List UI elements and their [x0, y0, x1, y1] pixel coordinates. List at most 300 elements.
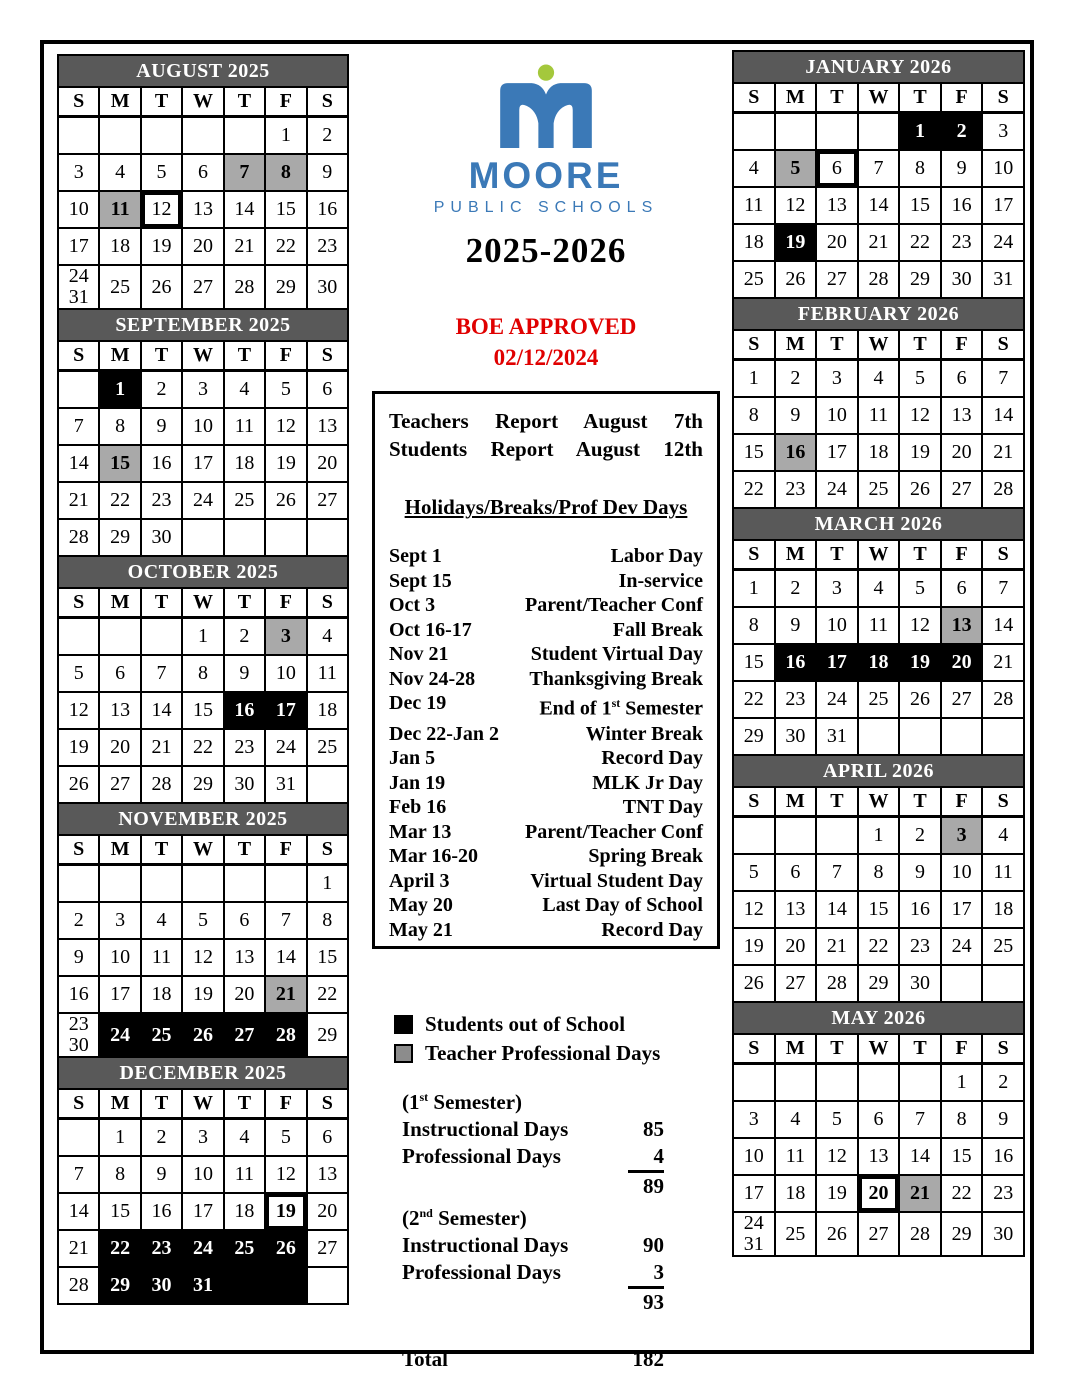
month-grid	[732, 539, 1025, 756]
month-may-2026	[732, 1001, 1025, 1257]
weekday-header: S	[733, 540, 775, 570]
day-cell: 3	[99, 902, 140, 939]
day-cell: 9	[307, 154, 348, 191]
weekday-header: S	[307, 835, 348, 865]
day-cell: 15	[941, 1138, 983, 1175]
month-title: DECEMBER 2025	[57, 1056, 349, 1088]
day-cell: 11	[307, 655, 348, 692]
day-cell: 1	[733, 570, 775, 608]
schedule-date: Nov 21	[389, 643, 449, 666]
day-cell: 26	[265, 482, 306, 519]
day-cell: 28	[816, 965, 858, 1002]
month-february-2026	[732, 297, 1025, 509]
day-cell: 6	[307, 371, 348, 409]
day-cell: 26	[182, 1013, 223, 1057]
boe-approved-note	[372, 311, 720, 373]
day-cell: 13	[775, 891, 817, 928]
day-cell	[224, 519, 265, 556]
day-cell: 24 31	[58, 265, 99, 309]
summary-row	[402, 1232, 664, 1259]
day-cell: 24	[265, 729, 306, 766]
day-cell: 13	[816, 187, 858, 224]
day-cell	[899, 718, 941, 755]
schedule-item	[389, 667, 703, 692]
day-cell: 27	[99, 766, 140, 803]
day-cell: 6	[224, 902, 265, 939]
legend	[394, 1010, 660, 1068]
schedule-date: Feb 16	[389, 796, 447, 819]
day-cell: 24	[941, 928, 983, 965]
weekday-header: M	[99, 1089, 140, 1119]
schedule-item	[389, 569, 703, 594]
day-cell	[58, 117, 99, 155]
weekday-header: S	[307, 87, 348, 117]
day-cell: 16	[982, 1138, 1024, 1175]
day-cell: 25	[99, 265, 140, 309]
day-cell: 26	[899, 681, 941, 718]
schedule-event: Thanksgiving Break	[529, 667, 703, 690]
day-cell: 23	[307, 228, 348, 265]
day-cell: 11	[99, 191, 140, 228]
day-cell: 29	[99, 1267, 140, 1304]
day-cell: 3	[58, 154, 99, 191]
day-cell: 23	[141, 1230, 182, 1267]
day-cell: 8	[733, 397, 775, 434]
day-cell: 17	[733, 1175, 775, 1212]
day-cell: 10	[182, 408, 223, 445]
total-label: Total	[402, 1347, 448, 1371]
day-cell	[858, 113, 900, 151]
weekday-header: M	[775, 540, 817, 570]
day-cell: 25	[141, 1013, 182, 1057]
weekday-header: T	[899, 787, 941, 817]
left-month-column	[57, 54, 349, 1305]
schedule-item	[389, 869, 703, 894]
legend-item	[394, 1039, 660, 1068]
weekday-header: T	[224, 1089, 265, 1119]
day-cell: 10	[816, 607, 858, 644]
legend-item	[394, 1010, 660, 1039]
day-cell: 24	[816, 471, 858, 508]
day-cell: 12	[899, 607, 941, 644]
day-cell: 20	[99, 729, 140, 766]
weekday-header: S	[733, 1034, 775, 1064]
weekday-header: W	[182, 588, 223, 618]
moore-logo	[372, 64, 720, 217]
logo-moore-text: MOORE	[468, 155, 624, 196]
weekday-header: F	[941, 330, 983, 360]
schedule-item	[389, 746, 703, 771]
day-cell: 22	[941, 1175, 983, 1212]
day-cell: 19	[899, 434, 941, 471]
day-cell	[58, 371, 99, 409]
day-cell: 20	[307, 445, 348, 482]
day-cell: 9	[224, 655, 265, 692]
day-cell: 22	[265, 228, 306, 265]
day-cell: 22	[899, 224, 941, 261]
weekday-header: W	[858, 540, 900, 570]
semester-blocks	[402, 1084, 664, 1316]
gray-square-icon	[394, 1044, 413, 1063]
day-cell: 20	[775, 928, 817, 965]
day-cell: 13	[941, 607, 983, 644]
day-cell: 24	[182, 1230, 223, 1267]
day-cell	[58, 1119, 99, 1157]
weekday-header: M	[99, 87, 140, 117]
weekday-header: S	[58, 341, 99, 371]
weekday-header: T	[816, 540, 858, 570]
day-cell: 20	[816, 224, 858, 261]
schedule-item	[389, 844, 703, 869]
day-cell: 10	[58, 191, 99, 228]
day-cell: 4	[224, 1119, 265, 1157]
day-cell: 2	[775, 570, 817, 608]
day-cell: 28	[141, 766, 182, 803]
day-cell: 12	[182, 939, 223, 976]
day-cell: 16	[775, 434, 817, 471]
day-cell: 7	[141, 655, 182, 692]
day-cell: 5	[899, 360, 941, 398]
month-grid	[732, 82, 1025, 299]
day-cell: 20	[941, 434, 983, 471]
day-cell: 6	[182, 154, 223, 191]
weekday-header: T	[224, 588, 265, 618]
day-cell: 6	[307, 1119, 348, 1157]
day-cell: 28	[265, 1013, 306, 1057]
weekday-header: T	[224, 87, 265, 117]
day-cell: 10	[941, 854, 983, 891]
schedule-item	[389, 771, 703, 796]
day-cell	[265, 1267, 306, 1304]
teachers-report-line: Teachers Report August 7th	[389, 408, 703, 433]
day-cell: 21	[265, 976, 306, 1013]
day-cell: 23	[982, 1175, 1024, 1212]
day-cell: 3	[182, 371, 223, 409]
day-cell: 18	[224, 445, 265, 482]
day-cell	[141, 117, 182, 155]
day-cell: 23	[941, 224, 983, 261]
day-cell: 11	[775, 1138, 817, 1175]
day-cell: 20	[858, 1175, 900, 1212]
day-cell: 9	[775, 397, 817, 434]
students-report-line: Students Report August 12th	[389, 436, 703, 461]
weekday-header: W	[182, 87, 223, 117]
month-grid	[732, 329, 1025, 509]
day-cell	[816, 1064, 858, 1102]
schedule-item	[389, 618, 703, 643]
day-cell	[307, 519, 348, 556]
summary-value: 3	[628, 1259, 664, 1289]
month-title: MARCH 2026	[732, 507, 1025, 539]
day-cell	[941, 718, 983, 755]
day-cell: 31	[982, 261, 1024, 298]
day-cell: 8	[858, 854, 900, 891]
day-cell: 1	[182, 618, 223, 656]
day-cell: 18	[141, 976, 182, 1013]
day-cell: 25	[307, 729, 348, 766]
day-cell: 19	[899, 644, 941, 681]
day-cell: 4	[141, 902, 182, 939]
month-title: MAY 2026	[732, 1001, 1025, 1033]
day-cell: 23 30	[58, 1013, 99, 1057]
day-cell: 6	[941, 570, 983, 608]
day-cell: 8	[99, 1156, 140, 1193]
schedule-date: Oct 16-17	[389, 618, 472, 641]
day-cell: 2	[141, 1119, 182, 1157]
day-cell	[58, 865, 99, 903]
day-cell: 5	[265, 371, 306, 409]
day-cell: 4	[99, 154, 140, 191]
day-cell: 7	[58, 408, 99, 445]
day-cell: 10	[816, 397, 858, 434]
weekday-header: T	[224, 835, 265, 865]
day-cell: 14	[224, 191, 265, 228]
day-cell: 12	[816, 1138, 858, 1175]
summary-value: 90	[643, 1233, 664, 1257]
day-cell: 19	[733, 928, 775, 965]
weekday-header: M	[99, 835, 140, 865]
weekday-header: M	[775, 787, 817, 817]
weekday-header: W	[858, 787, 900, 817]
weekday-header: F	[265, 87, 306, 117]
semester-title: (1st Semester)	[402, 1090, 523, 1114]
day-cell: 3	[941, 817, 983, 855]
day-cell: 7	[224, 154, 265, 191]
day-cell: 27	[224, 1013, 265, 1057]
day-cell: 24	[982, 224, 1024, 261]
weekday-header: T	[141, 87, 182, 117]
day-cell: 8	[941, 1101, 983, 1138]
weekday-header: M	[775, 1034, 817, 1064]
month-title: AUGUST 2025	[57, 54, 349, 86]
boe-approved-line1: BOE APPROVED	[455, 313, 637, 339]
day-cell: 4	[224, 371, 265, 409]
day-cell: 6	[775, 854, 817, 891]
semester-title: (2nd Semester)	[402, 1206, 527, 1230]
day-cell	[99, 618, 140, 656]
weekday-header: F	[265, 341, 306, 371]
day-cell: 12	[58, 692, 99, 729]
day-cell	[307, 766, 348, 803]
weekday-header: T	[141, 835, 182, 865]
day-cell: 7	[982, 360, 1024, 398]
summary-label: Instructional Days	[402, 1117, 569, 1141]
day-cell: 29	[307, 1013, 348, 1057]
day-cell	[982, 965, 1024, 1002]
weekday-header: S	[307, 341, 348, 371]
day-cell: 7	[265, 902, 306, 939]
day-cell: 13	[941, 397, 983, 434]
month-november-2025	[57, 802, 349, 1058]
day-cell: 13	[307, 408, 348, 445]
day-cell: 7	[982, 570, 1024, 608]
day-cell: 22	[307, 976, 348, 1013]
day-cell: 14	[58, 1193, 99, 1230]
schedule-list	[389, 544, 703, 942]
day-cell: 29	[733, 718, 775, 755]
day-cell: 17	[58, 228, 99, 265]
day-cell: 24	[182, 482, 223, 519]
day-cell	[775, 113, 817, 151]
day-cell: 2	[141, 371, 182, 409]
weekday-header: F	[941, 787, 983, 817]
day-cell: 25	[733, 261, 775, 298]
day-cell: 26	[58, 766, 99, 803]
black-square-icon	[394, 1015, 413, 1034]
schedule-event: Spring Break	[588, 845, 703, 868]
school-year-title: 2025-2026	[465, 230, 627, 270]
day-cell: 7	[816, 854, 858, 891]
day-cell: 30	[141, 1267, 182, 1304]
month-grid	[57, 1088, 349, 1305]
day-cell: 26	[816, 1212, 858, 1256]
day-cell: 3	[816, 360, 858, 398]
day-cell: 16	[141, 445, 182, 482]
summary-row	[402, 1143, 664, 1173]
schedule-date: Sept 15	[389, 569, 452, 592]
schedule-item	[389, 722, 703, 747]
day-cell: 17	[182, 1193, 223, 1230]
schedule-event: Parent/Teacher Conf	[525, 594, 703, 617]
day-cell: 22	[99, 482, 140, 519]
month-title: NOVEMBER 2025	[57, 802, 349, 834]
month-title: SEPTEMBER 2025	[57, 308, 349, 340]
day-cell: 24	[99, 1013, 140, 1057]
day-cell: 30	[982, 1212, 1024, 1256]
day-cell: 29	[99, 519, 140, 556]
day-cell: 10	[265, 655, 306, 692]
day-cell	[733, 113, 775, 151]
day-cell: 21	[982, 434, 1024, 471]
day-cell: 10	[182, 1156, 223, 1193]
legend-label: Teacher Professional Days	[425, 1041, 661, 1065]
day-cell	[899, 1064, 941, 1102]
day-cell: 27	[858, 1212, 900, 1256]
summary-value: 4	[628, 1143, 664, 1173]
day-cell: 2	[307, 117, 348, 155]
day-cell	[816, 113, 858, 151]
day-cell: 10	[99, 939, 140, 976]
day-cell: 12	[899, 397, 941, 434]
weekday-header: T	[141, 341, 182, 371]
schedule-date: Jan 19	[389, 771, 446, 794]
day-cell	[858, 1064, 900, 1102]
weekday-header: F	[265, 588, 306, 618]
schedule-event: Record Day	[601, 918, 703, 941]
day-cell: 3	[982, 113, 1024, 151]
schedule-event: Fall Break	[612, 618, 703, 641]
day-cell: 1	[265, 117, 306, 155]
weekday-header: W	[858, 1034, 900, 1064]
right-month-column	[732, 50, 1025, 1257]
summary-label: Instructional Days	[402, 1233, 569, 1257]
weekday-header: M	[99, 588, 140, 618]
schedule-date: May 21	[389, 918, 453, 941]
day-cell: 9	[941, 150, 983, 187]
month-title: FEBRUARY 2026	[732, 297, 1025, 329]
day-cell: 8	[182, 655, 223, 692]
day-cell: 27	[775, 965, 817, 1002]
day-cell: 13	[858, 1138, 900, 1175]
summary-label: Professional Days	[402, 1260, 561, 1284]
day-cell: 26	[775, 261, 817, 298]
day-cell: 24 31	[733, 1212, 775, 1256]
day-cell: 3	[733, 1101, 775, 1138]
summary-value: 85	[643, 1117, 664, 1141]
day-cell: 21	[58, 482, 99, 519]
day-cell: 31	[265, 766, 306, 803]
day-cell: 15	[265, 191, 306, 228]
day-cell: 28	[899, 1212, 941, 1256]
day-cell: 11	[224, 1156, 265, 1193]
day-cell: 20	[941, 644, 983, 681]
day-cell: 27	[941, 681, 983, 718]
day-cell	[182, 117, 223, 155]
month-december-2025	[57, 1056, 349, 1305]
day-cell: 20	[224, 976, 265, 1013]
day-cell: 31	[182, 1267, 223, 1304]
day-cell	[858, 718, 900, 755]
subtotal-number: 93	[643, 1290, 664, 1314]
day-cell	[775, 1064, 817, 1102]
weekday-header: S	[982, 540, 1024, 570]
day-cell: 30	[141, 519, 182, 556]
day-cell: 14	[899, 1138, 941, 1175]
day-cell: 26	[733, 965, 775, 1002]
day-cell: 16	[941, 187, 983, 224]
day-cell: 23	[775, 471, 817, 508]
day-cell: 10	[982, 150, 1024, 187]
day-cell	[141, 618, 182, 656]
weekday-header: T	[899, 1034, 941, 1064]
day-cell: 22	[733, 471, 775, 508]
day-cell: 17	[982, 187, 1024, 224]
schedule-item	[389, 795, 703, 820]
day-cell	[224, 865, 265, 903]
day-cell: 19	[265, 1193, 306, 1230]
day-cell: 11	[733, 187, 775, 224]
day-cell: 16	[307, 191, 348, 228]
day-cell: 29	[899, 261, 941, 298]
schedule-item	[389, 691, 703, 721]
center-column	[372, 44, 720, 1371]
day-cell: 18	[858, 434, 900, 471]
day-cell: 1	[858, 817, 900, 855]
weekday-header: M	[775, 330, 817, 360]
schedule-date: Mar 13	[389, 820, 452, 843]
weekday-header: T	[224, 341, 265, 371]
day-cell: 8	[899, 150, 941, 187]
schedule-date: Mar 16-20	[389, 845, 479, 868]
summary-row	[402, 1259, 664, 1289]
month-grid	[57, 86, 349, 310]
schedule-item	[389, 893, 703, 918]
day-cell: 5	[733, 854, 775, 891]
day-cell: 2	[982, 1064, 1024, 1102]
weekday-header: S	[733, 83, 775, 113]
day-cell: 8	[265, 154, 306, 191]
weekday-header: M	[775, 83, 817, 113]
day-cell	[99, 117, 140, 155]
day-cell: 12	[265, 408, 306, 445]
day-cell: 29	[182, 766, 223, 803]
day-cell: 16	[775, 644, 817, 681]
day-cell: 11	[858, 397, 900, 434]
month-title: APRIL 2026	[732, 754, 1025, 786]
day-cell: 26	[265, 1230, 306, 1267]
day-cell: 16	[224, 692, 265, 729]
day-cell	[775, 817, 817, 855]
